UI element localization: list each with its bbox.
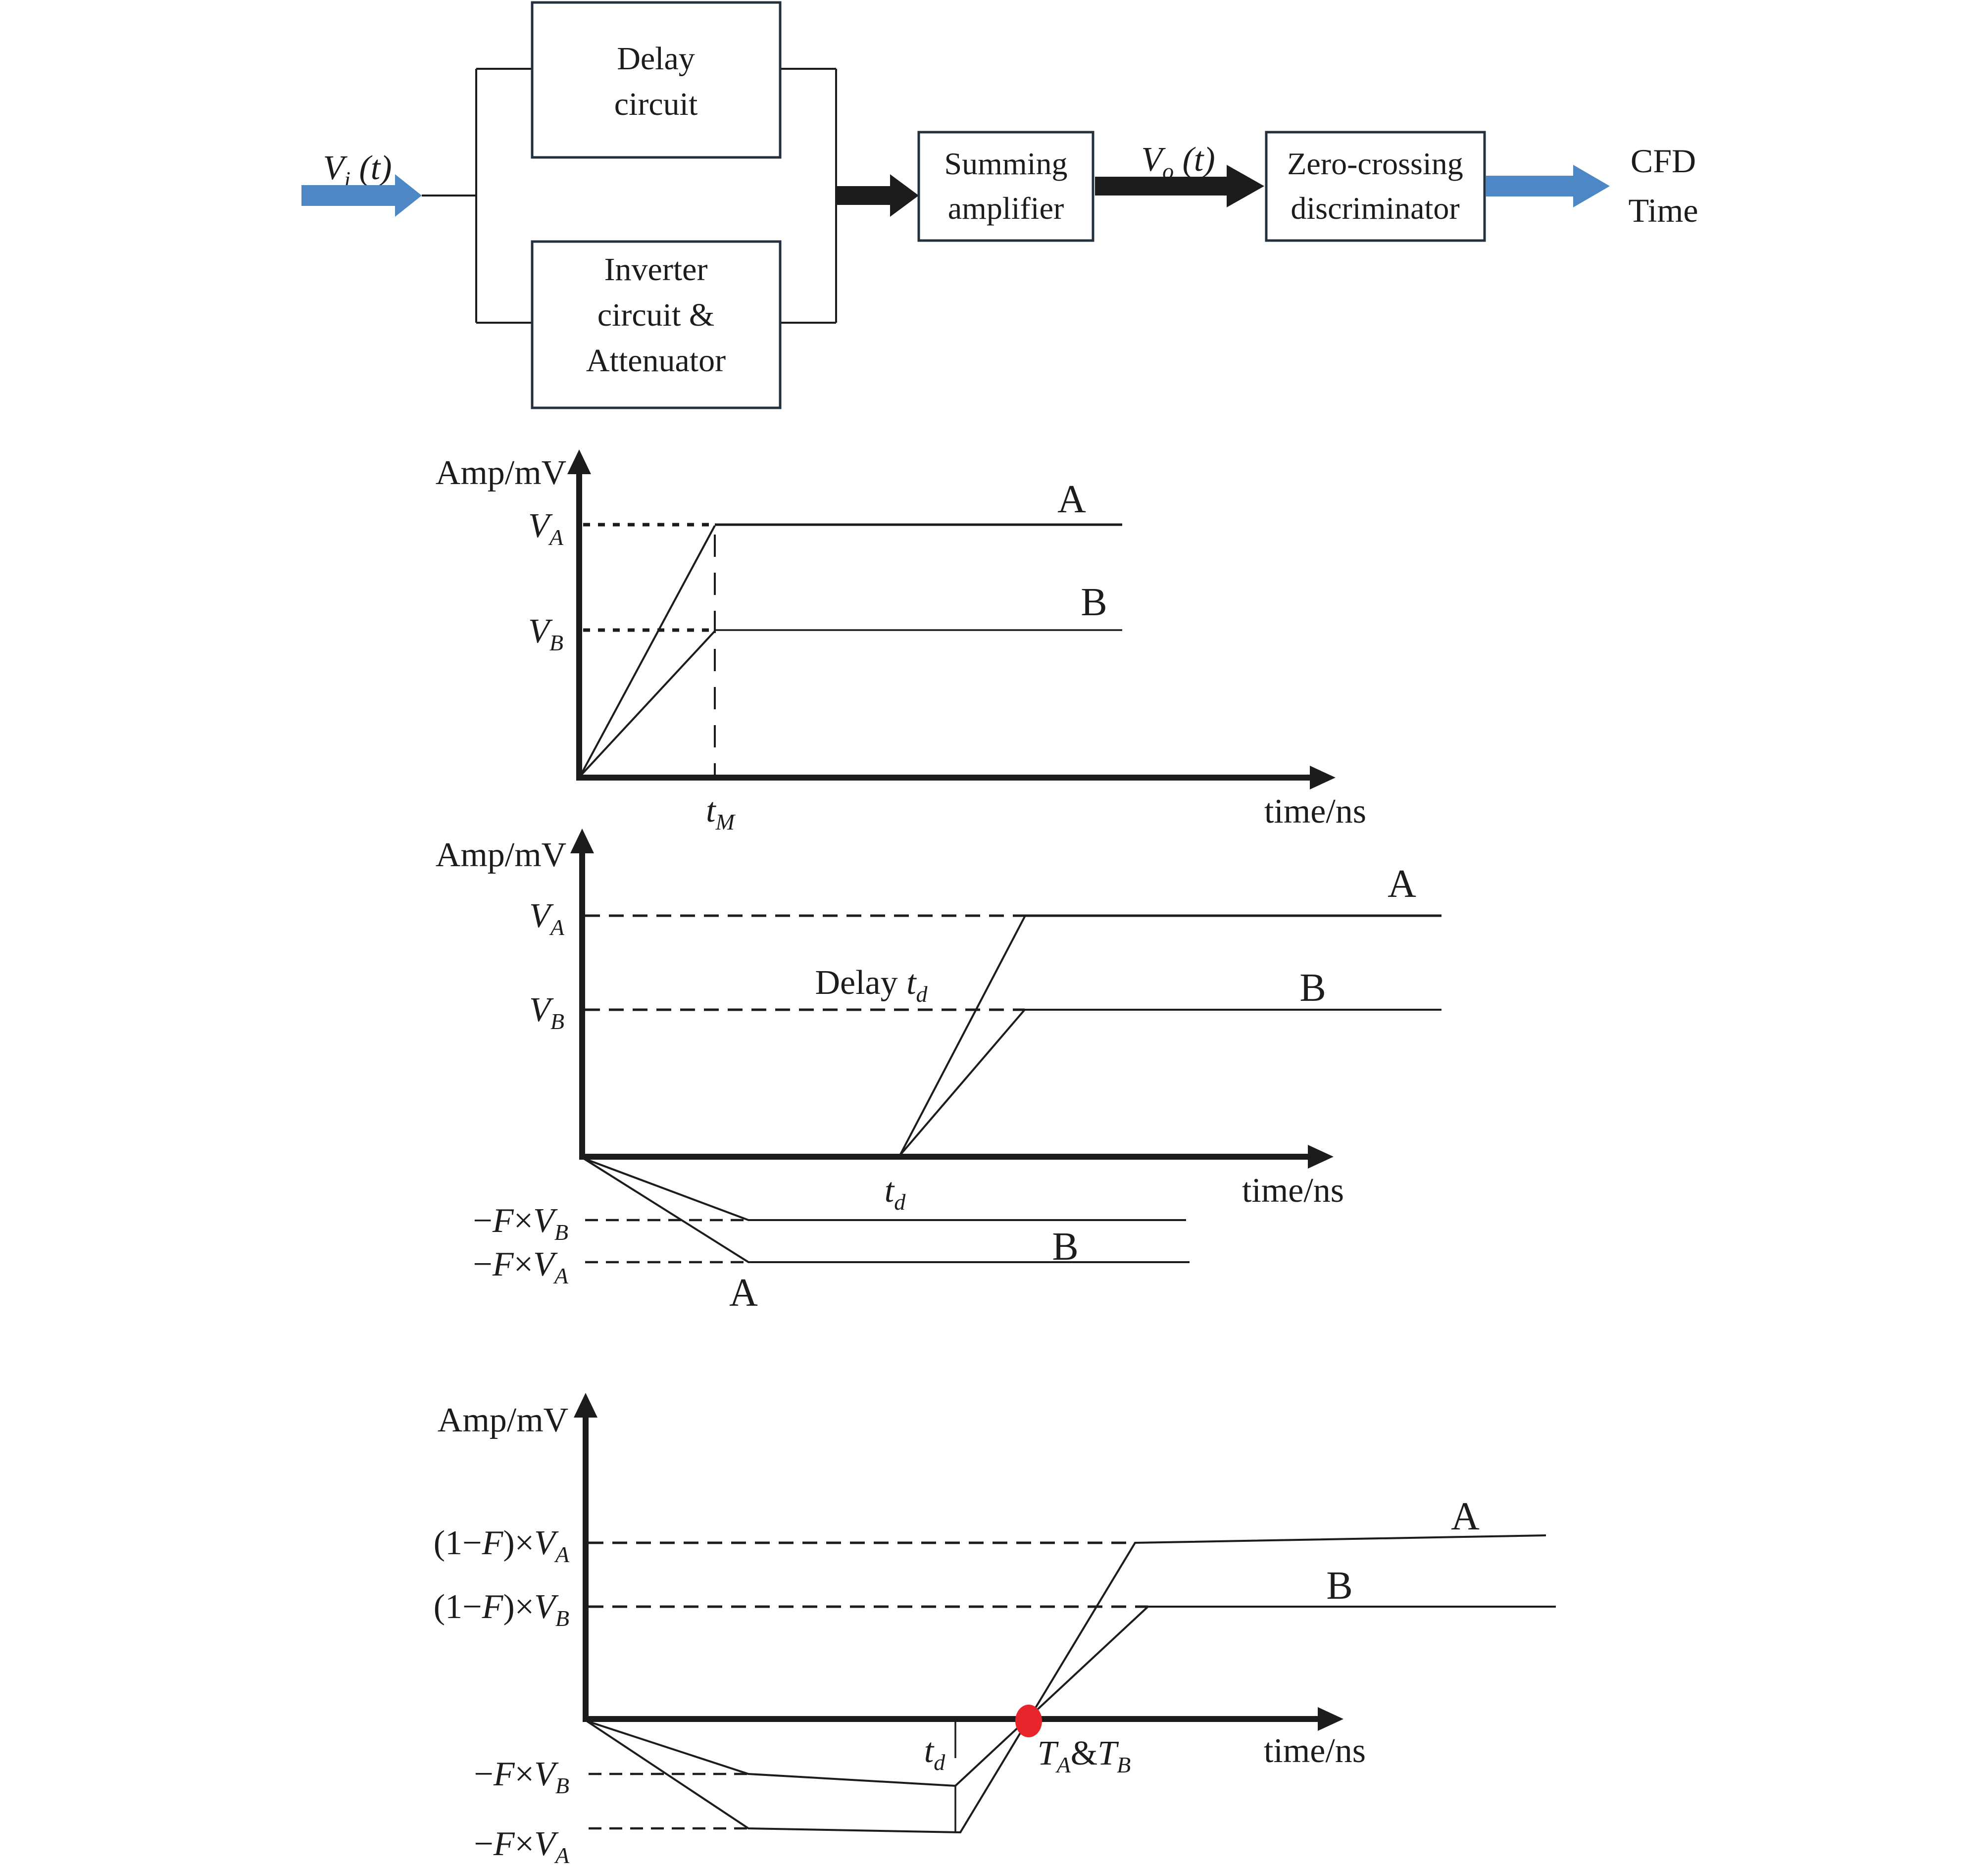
p1-x-axis-label: time/ns	[1264, 792, 1367, 831]
p1-x-axis-arrow-icon	[1310, 766, 1336, 789]
summing-box-label-line2: amplifier	[947, 191, 1064, 226]
p2-y-axis-label: Amp/mV	[435, 836, 567, 874]
p2-neg-level-a-label: $-F\times V_A$	[473, 1245, 568, 1288]
delay-box-label-line2: circuit	[614, 86, 698, 122]
output-signal-label: $V_o$ (t)	[1141, 141, 1215, 184]
p2-delayed-ramp-b	[900, 1010, 1025, 1155]
delay-box-label-line1: Delay	[617, 41, 695, 77]
p3-crossing-time-label: $T_A\&T_B$	[1037, 1734, 1131, 1777]
p2-level-b-label: $V_B$	[529, 991, 564, 1034]
plot-delayed-inverted	[436, 829, 1441, 1315]
p1-y-axis-label: Amp/mV	[435, 454, 567, 492]
p2-neg-series-b-label: B	[1052, 1225, 1079, 1269]
p3-series-a-label: A	[1451, 1495, 1480, 1538]
p1-series-a-label: A	[1057, 478, 1086, 521]
sum-input-arrow-icon	[836, 174, 919, 217]
p1-series-b-label: B	[1081, 581, 1107, 624]
zero-crossing-label-line2: discriminator	[1291, 191, 1460, 226]
zero-crossing-label-line1: Zero-crossing	[1287, 146, 1463, 181]
p2-y-axis-arrow-icon	[570, 829, 594, 853]
p3-y-axis-arrow-icon	[574, 1393, 597, 1418]
plot-summed-output	[434, 1393, 1556, 1867]
inverter-box-label-line2: circuit &	[597, 297, 715, 333]
p2-neg-level-b-label: $-F\times V_B$	[473, 1202, 568, 1245]
p1-ramp-a	[580, 526, 715, 776]
p2-delay-time-label: $t_d$	[884, 1172, 906, 1215]
p2-neg-series-a-label: A	[729, 1271, 758, 1315]
p2-delayed-ramp-a	[900, 916, 1025, 1155]
p3-y-axis-label: Amp/mV	[437, 1401, 569, 1439]
p3-level-b-label: $(1-F)\times V_B$	[433, 1588, 569, 1631]
p3-zero-crossing-dot	[1015, 1705, 1042, 1737]
p1-level-b-label: $V_B$	[528, 612, 563, 655]
input-signal-label: $V_i$ (t)	[323, 149, 392, 192]
p3-level-a-label: $(1-F)\times V_A$	[433, 1524, 569, 1567]
p3-x-axis-arrow-icon	[1318, 1707, 1343, 1731]
p3-series-b-label: B	[1326, 1564, 1353, 1608]
cfd-output-label-line1: CFD	[1630, 142, 1696, 180]
p3-neg-level-a-label: $-F\times V_A$	[474, 1825, 569, 1867]
plot-input-signals	[436, 449, 1366, 835]
p2-x-axis-label: time/ns	[1242, 1172, 1344, 1210]
inverter-box-label-line1: Inverter	[604, 251, 708, 288]
p3-neg-level-b-label: $-F\times V_B$	[474, 1755, 569, 1798]
inverter-box-label-line3: Attenuator	[586, 343, 726, 379]
summing-box-label-line1: Summing	[944, 146, 1068, 181]
p3-x-axis-label: time/ns	[1263, 1732, 1366, 1770]
p2-delay-annotation: Delay $t_d$	[815, 964, 928, 1007]
p3-delay-time-label: $t_d$	[924, 1732, 945, 1775]
delay-circuit-box	[532, 2, 780, 157]
p2-series-b-label: B	[1299, 966, 1326, 1010]
p1-y-axis-arrow-icon	[567, 449, 591, 474]
p2-x-axis-arrow-icon	[1308, 1145, 1334, 1169]
output-arrow-icon	[1486, 165, 1610, 207]
p1-level-a-label: $V_A$	[528, 507, 563, 550]
block-diagram	[301, 2, 1698, 408]
p2-series-a-label: A	[1388, 862, 1416, 906]
p1-peak-time-label: $t_M$	[706, 791, 735, 835]
cfd-output-label-line2: Time	[1628, 192, 1698, 229]
p2-level-a-label: $V_A$	[529, 897, 564, 940]
